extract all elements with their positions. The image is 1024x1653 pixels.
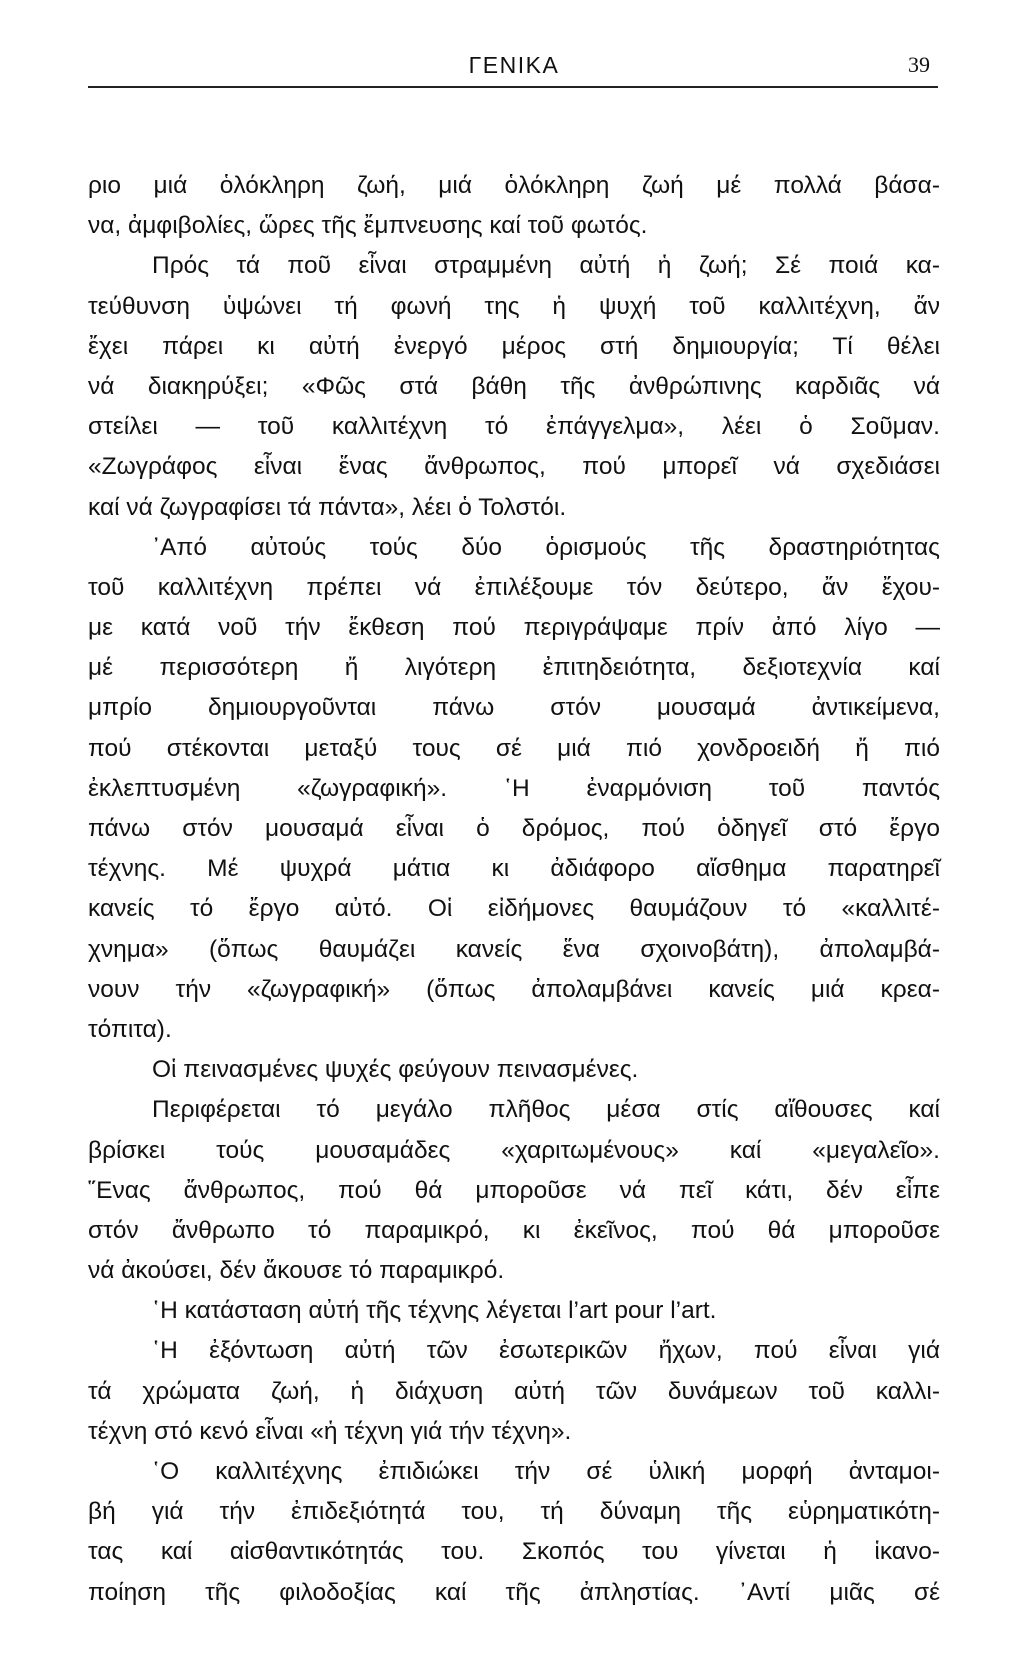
text-line: «Ζωγράφος εἶναι ἕνας ἄνθρωπος, πού μπορεῖ νά σχεδιάσει [88,453,940,481]
text-line: τας καί αἰσθαντικότητάς του. Σκοπός του γίνεται ἡ ἱκανο- [88,1538,940,1566]
text-line: τά χρώματα ζωή, ἡ διάχυση αὐτή τῶν δυνάμεων τοῦ καλλι- [88,1377,940,1405]
text-line: να, ἀμφιβολίες, ὥρες τῆς ἔμπνευσης καί τοῦ φωτός. [88,212,648,240]
running-title: ΓΕΝΙΚΑ [468,52,560,78]
text-line: τέχνη στό κενό εἶναι «ἡ τέχνη γιά τήν τέχνη». [88,1417,572,1445]
text-line: ῾Η κατάσταση αὐτή τῆς τέχνης λέγεται l’art pour l’art. [152,1297,717,1325]
text-line: χνημα» (ὅπως θαυμάζει κανείς ἕνα σχοινοβάτη), ἀπολαμβά- [88,935,940,963]
text-line: Περιφέρεται τό μεγάλο πλῆθος μέσα στίς αἴθουσες καί [152,1096,940,1124]
text-line: βή γιά τήν ἐπιδεξιότητά του, τή δύναμη τῆς εὑρηματικότη- [88,1498,940,1526]
text-line: ῾Ο καλλιτέχνης ἐπιδιώκει τήν σέ ὑλική μορφή ἀνταμοι- [152,1458,940,1485]
text-line: ποίηση τῆς φιλοδοξίας καί τῆς ἀπληστίας. ᾿Αντί μιᾶς σέ [88,1578,940,1606]
text-line: ῞Ενας ἄνθρωπος, πού θά μποροῦσε νά πεῖ κάτι, δέν εἶπε [88,1176,940,1204]
text-line: ᾿Από αὐτούς τούς δύο ὁρισμούς τῆς δραστηριότητας [152,533,940,561]
text-line: νά διακηρύξει; «Φῶς στά βάθη τῆς ἀνθρώπινης καρδιᾶς νά [88,372,940,400]
page-header [88,52,940,88]
text-line: βρίσκει τούς μουσαμάδες «χαριτωμένους» καί «μεγαλεῖο». [88,1136,940,1164]
text-line: τέχνης. Μέ ψυχρά μάτια κι ἀδιάφορο αἴσθημα παρατηρεῖ [88,855,940,883]
header-rule [88,86,938,88]
page-number: 39 [908,52,930,77]
text-line: ριο μιά ὁλόκληρη ζωή, μιά ὁλόκληρη ζωή μέ πολλά βάσα- [88,172,940,199]
text-line: μέ περισσότερη ἤ λιγότερη ἐπιτηδειότητα, δεξιοτεχνία καί [88,654,940,682]
text-line: νουν τήν «ζωγραφική» (ὅπως ἀπολαμβάνει κανείς μιά κρεα- [88,975,940,1003]
text-line: καί νά ζωγραφίσει τά πάντα», λέει ὁ Τολστόι. [88,493,567,521]
text-line: πού στέκονται μεταξύ τους σέ μιά πιό χονδροειδή ἤ πιό [88,734,940,762]
body-text [88,166,940,1613]
text-line: τοῦ καλλιτέχνη πρέπει νά ἐπιλέξουμε τόν δεύτερο, ἄν ἔχου- [88,573,940,601]
text-line: μπρίο δημιουργοῦνται πάνω στόν μουσαμά ἀντικείμενα, [88,694,940,722]
text-line: νά ἀκούσει, δέν ἄκουσε τό παραμικρό. [88,1257,505,1285]
text-line: ἐκλεπτυσμένη «ζωγραφική». ῾Η ἐναρμόνιση τοῦ παντός [88,774,940,802]
text-line: στείλει — τοῦ καλλιτέχνη τό ἐπάγγελμα», λέει ὁ Σοῦμαν. [88,413,940,441]
text-line: τεύθυνση ὑψώνει τή φωνή της ἡ ψυχή τοῦ καλλιτέχνη, ἄν [88,292,940,320]
text-line: πάνω στόν μουσαμά εἶναι ὁ δρόμος, πού ὁδηγεῖ στό ἔργο [88,815,940,842]
text-line: ἔχει πάρει κι αὐτή ἐνεργό μέρος στή δημιουργία; Τί θέλει [88,332,940,360]
text-line: κανείς τό ἔργο αὐτό. Οἱ εἰδήμονες θαυμάζουν τό «καλλιτέ- [88,895,940,923]
text-line: τόπιτα). [88,1015,172,1043]
text-line: Πρός τά ποῦ εἶναι στραμμένη αὐτή ἡ ζωή; Σέ ποιά κα- [152,252,940,280]
text-line: ῾Η ἐξόντωση αὐτή τῶν ἐσωτερικῶν ἤχων, πού εἶναι γιά [152,1337,940,1365]
text-line: με κατά νοῦ τήν ἔκθεση πού περιγράψαμε πρίν ἀπό λίγο — [88,614,940,642]
text-line: στόν ἄνθρωπο τό παραμικρό, κι ἐκεῖνος, πού θά μποροῦσε [88,1216,940,1244]
text-line: Οἱ πεινασμένες ψυχές φεύγουν πεινασμένες. [152,1056,639,1084]
